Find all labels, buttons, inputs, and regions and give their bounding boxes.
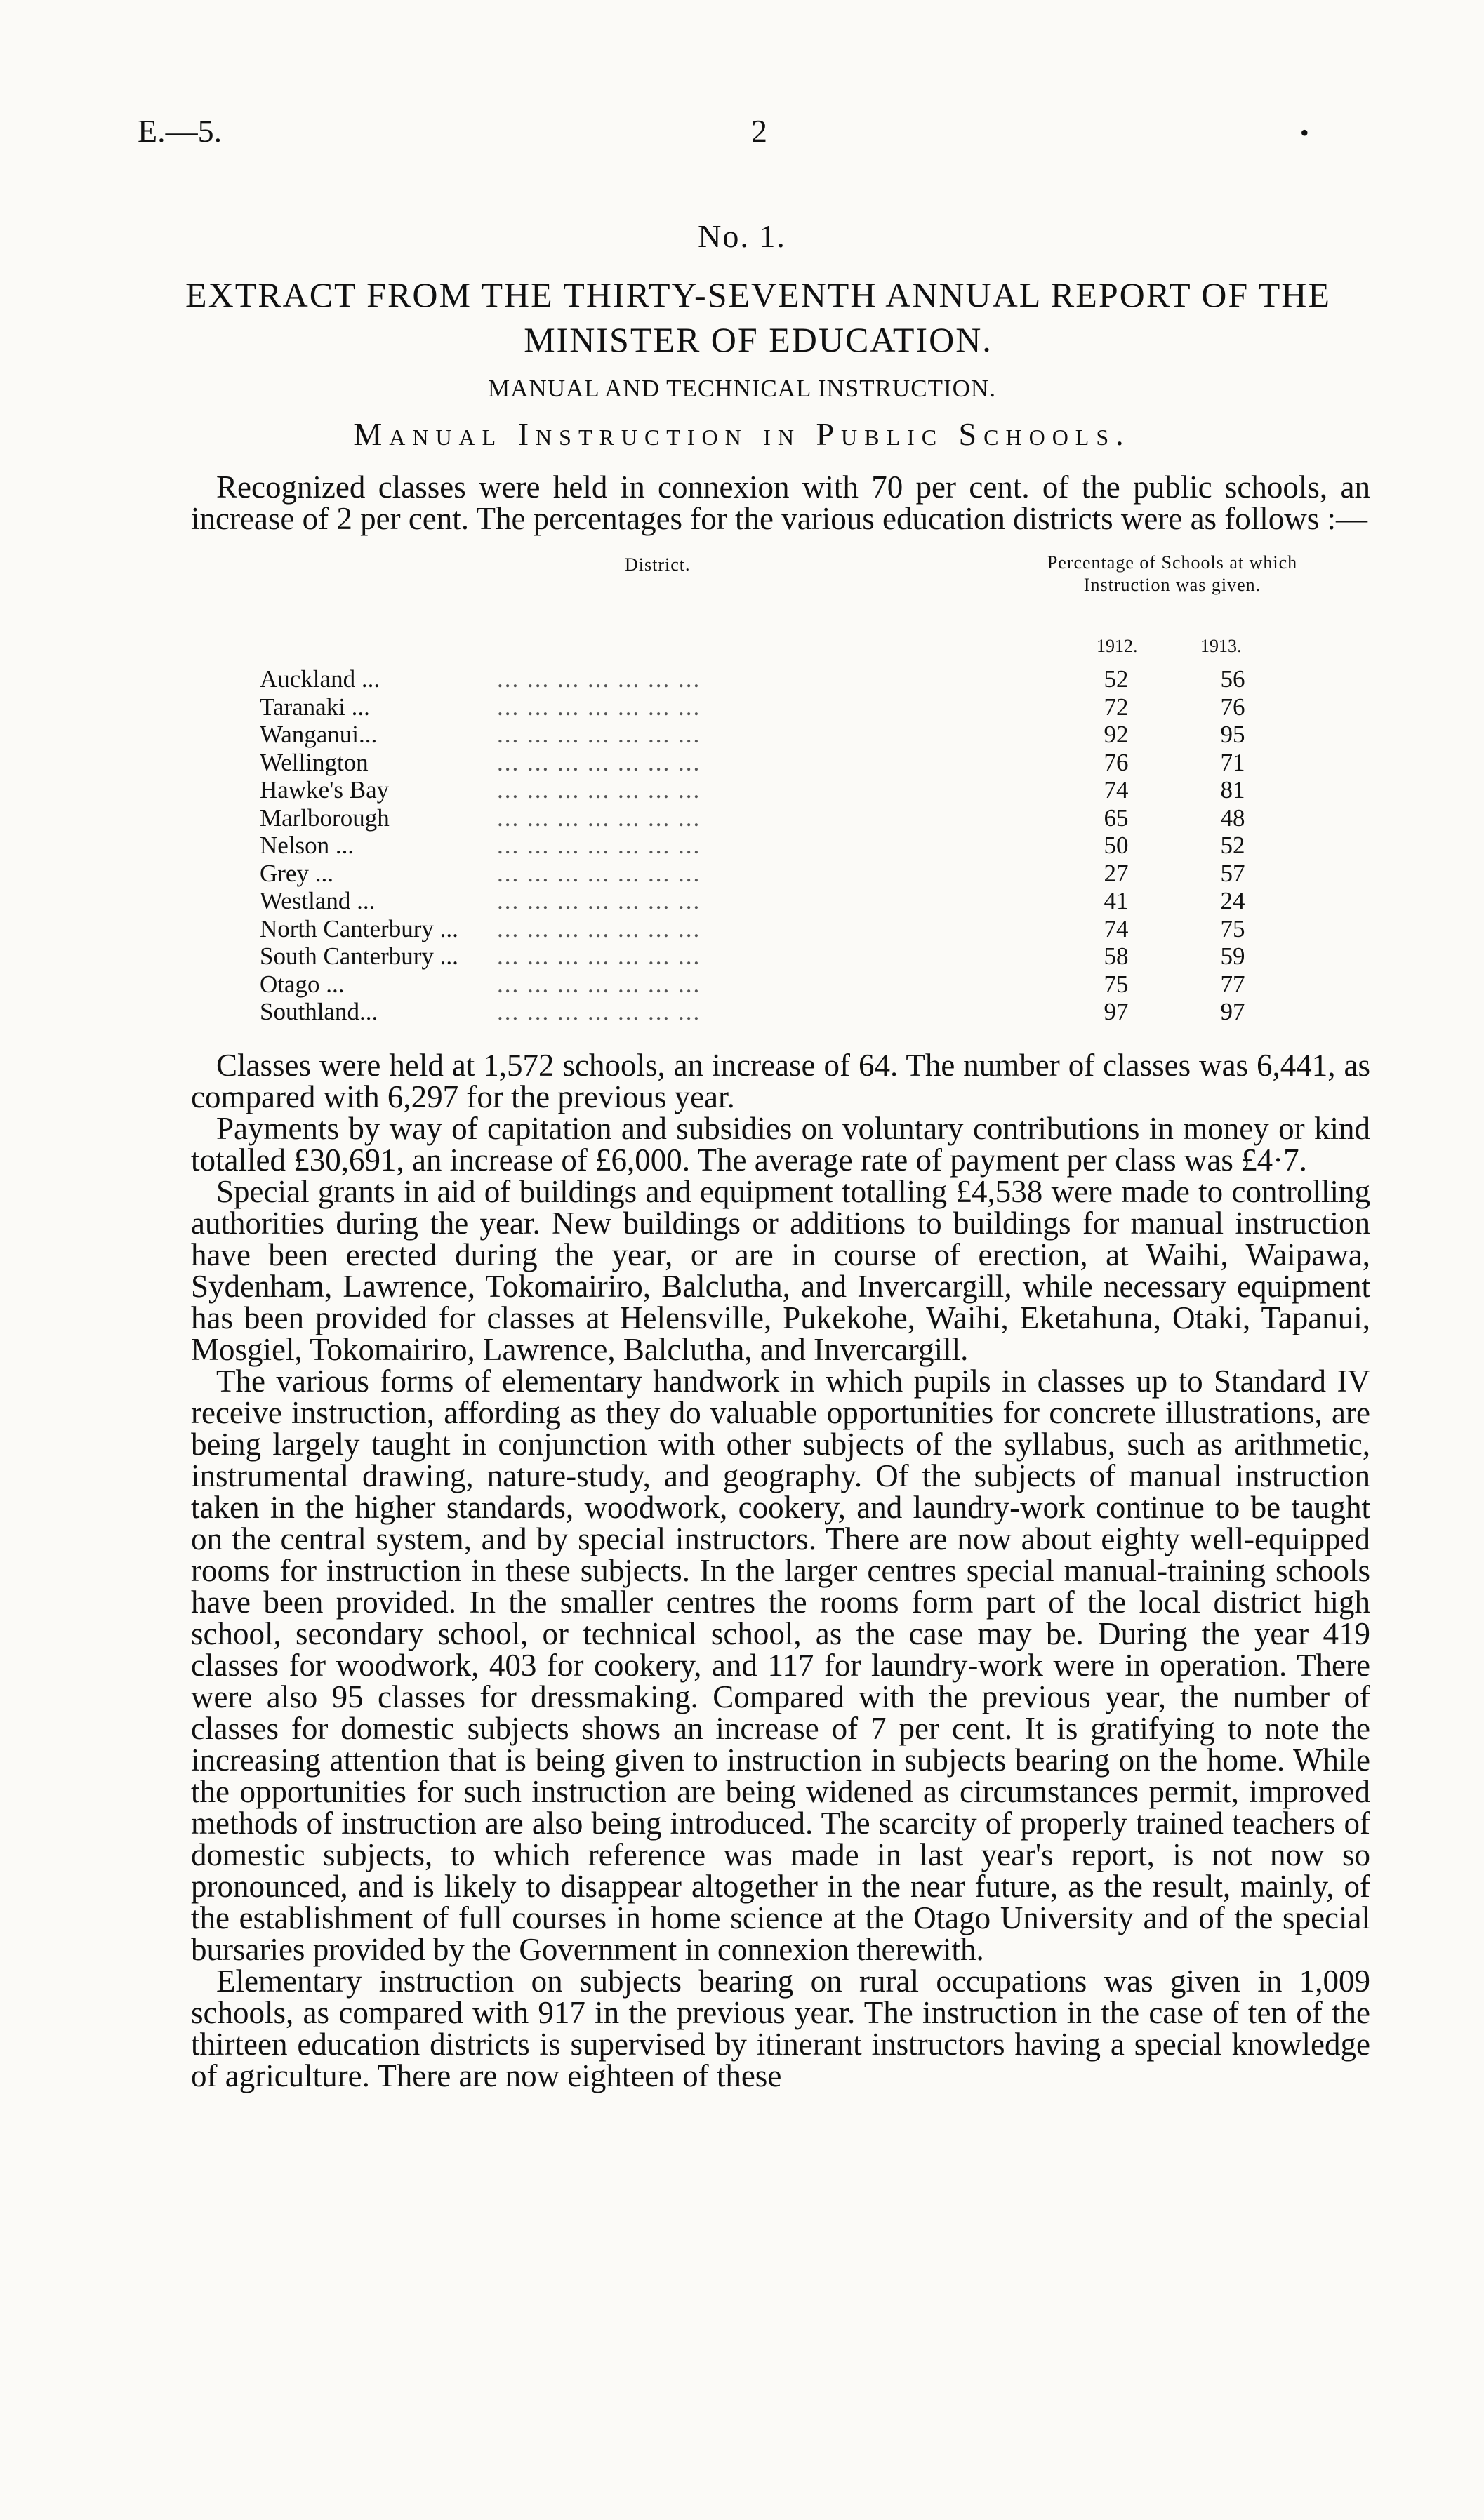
paragraph-classes: Classes were held at 1,572 schools, an increase of 64. The number of classes was 6,441, as compared with 6,297 for the previous year. xyxy=(191,1048,1370,1114)
intro-block xyxy=(191,469,1370,536)
value-1913: 59 xyxy=(1220,942,1245,970)
district-name: Nelson ... xyxy=(260,832,355,859)
leader-dots: ... ... ... ... ... ... ... xyxy=(497,693,701,721)
leader-dots: ... ... ... ... ... ... ... xyxy=(497,942,701,970)
value-1912: 50 xyxy=(1104,832,1129,859)
value-1912: 72 xyxy=(1104,693,1129,721)
value-1913: 56 xyxy=(1220,665,1245,693)
district-name: South Canterbury ... xyxy=(260,942,458,970)
table-row xyxy=(260,776,1369,804)
paragraph-grants: Special grants in aid of buildings and equipment totalling £4,538 were made to controlling authorities during the year. New buildings or additions to buildings for manual instruction have been erected during the year, or are in course of erection, at Waihi, Waipawa, Sydenham, Lawrence, Tokomairiro, Balclutha, and Invercargill, while necessary equipment has been provided for classes at Helensville, Pukekohe, Waihi, Eketahuna, Otaki, Tapanui, Mosgiel, Tokomairiro, Lawrence, Balclutha, and Invercargill. xyxy=(191,1174,1370,1367)
value-1912: 92 xyxy=(1104,721,1129,748)
year-1912-header: 1912. xyxy=(1097,636,1138,656)
district-name: Marlborough xyxy=(260,804,390,832)
report-code: E.—5. xyxy=(138,113,223,149)
value-1912: 41 xyxy=(1104,887,1129,914)
table-row xyxy=(260,665,1369,693)
district-name: Westland ... xyxy=(260,887,376,914)
value-1913: 81 xyxy=(1220,776,1245,804)
paragraph-handwork: The various forms of elementary handwork in which pupils in classes up to Standard IV receive instruction, affording as they do valuable opportunities for concrete illustrations, are being largely taught in conjunction with other subjects of the syllabus, such as arithmetic, instrumental drawing, nature-study, and geography. Of the subjects of manual instruction taken in the higher standards, woodwork, cookery, and laundry-work continue to be taught on the central system, and by special instructors. There are now about eighty well-equipped rooms for instruction in these subjects. In the larger centres special manual-training schools have been provided. In the smaller centres the rooms form part of the local district high school, secondary school, or technical school, as the case may be. During the year 419 classes for woodwork, 403 for cookery, and 117 for laundry-work were in operation. There were also 95 classes for dressmaking. Compared with the previous year, the number of classes for domestic subjects shows an increase of 7 per cent. It is gratifying to note the increasing attention that is being given to instruction in subjects bearing on the home. While the opportunities for such instruction are being widened as circumstances permit, improved methods of instruction are also being introduced. The scarcity of properly trained teachers of domestic subjects, to which reference was made in last year's report, is not now so pronounced, and is likely to disappear altogether in the near future, as the result, mainly, of the establishment of full courses in home science at the Otago University and of the special bursaries provided by the Government in connexion therewith. xyxy=(191,1364,1370,1967)
table-row xyxy=(260,693,1369,721)
leader-dots: ... ... ... ... ... ... ... xyxy=(497,804,701,832)
table-row xyxy=(260,721,1369,749)
district-name: Wanganui... xyxy=(260,721,378,748)
value-1913: 52 xyxy=(1220,832,1245,859)
district-name: Wellington xyxy=(260,748,369,776)
table-row xyxy=(260,749,1369,777)
leader-dots: ... ... ... ... ... ... ... xyxy=(497,914,701,942)
table-row xyxy=(260,804,1369,832)
district-name: Taranaki ... xyxy=(260,693,370,721)
table-row xyxy=(260,887,1369,915)
document-number: No. 1. xyxy=(698,218,786,254)
district-name: Otago ... xyxy=(260,970,345,998)
value-1913: 97 xyxy=(1220,998,1245,1025)
leader-dots: ... ... ... ... ... ... ... xyxy=(497,665,701,693)
value-1913: 76 xyxy=(1220,693,1245,721)
district-column-header: District. xyxy=(625,554,691,575)
leader-dots: ... ... ... ... ... ... ... xyxy=(497,721,701,748)
district-name: Grey ... xyxy=(260,859,333,887)
body-text xyxy=(191,1050,1370,2092)
value-1912: 75 xyxy=(1104,970,1129,998)
table-row xyxy=(260,832,1369,860)
paragraph-payments: Payments by way of capitation and subsidies on voluntary contributions in money or kind totalled £30,691, an increase of £6,000. The average rate of payment per class was £4·7. xyxy=(191,1111,1370,1178)
table-row xyxy=(260,915,1369,943)
table-row xyxy=(260,860,1369,888)
leader-dots: ... ... ... ... ... ... ... xyxy=(497,859,701,887)
percentage-column-header: Percentage of Schools at which Instruction was given. xyxy=(1047,552,1298,595)
paragraph-rural: Elementary instruction on subjects bearing on rural occupations was given in 1,009 schools, as compared with 917 in the previous year. The instruction in the case of ten of the thirteen education districts is supervised by itinerant instructors having a special knowledge of agriculture. There are now eighteen of these xyxy=(191,1964,1370,2093)
document-title: EXTRACT FROM THE THIRTY-SEVENTH ANNUAL REPORT OF THE MINISTER OF EDUCATION. xyxy=(185,275,1331,359)
district-name: North Canterbury ... xyxy=(260,914,458,942)
value-1913: 24 xyxy=(1220,887,1245,914)
value-1912: 52 xyxy=(1104,665,1129,693)
district-name: Southland... xyxy=(260,998,378,1025)
table-row xyxy=(260,998,1369,1026)
leader-dots: ... ... ... ... ... ... ... xyxy=(497,887,701,914)
value-1913: 48 xyxy=(1220,804,1245,832)
value-1912: 58 xyxy=(1104,942,1129,970)
value-1913: 77 xyxy=(1220,970,1245,998)
section-heading: Manual Instruction in Public Schools. xyxy=(353,416,1131,452)
value-1912: 76 xyxy=(1104,748,1129,776)
value-1913: 57 xyxy=(1220,859,1245,887)
leader-dots: ... ... ... ... ... ... ... xyxy=(497,776,701,804)
margin-mark: • xyxy=(1300,119,1309,147)
district-name: Auckland ... xyxy=(260,665,380,693)
year-1913-header: 1913. xyxy=(1200,636,1242,656)
leader-dots: ... ... ... ... ... ... ... xyxy=(497,748,701,776)
value-1913: 71 xyxy=(1220,748,1245,776)
value-1912: 27 xyxy=(1104,859,1129,887)
table-row xyxy=(260,971,1369,999)
district-name: Hawke's Bay xyxy=(260,776,390,804)
value-1913: 75 xyxy=(1220,914,1245,942)
leader-dots: ... ... ... ... ... ... ... xyxy=(497,998,701,1025)
value-1913: 95 xyxy=(1220,721,1245,748)
value-1912: 97 xyxy=(1104,998,1129,1025)
value-1912: 74 xyxy=(1104,914,1129,942)
value-1912: 65 xyxy=(1104,804,1129,832)
leader-dots: ... ... ... ... ... ... ... xyxy=(497,970,701,998)
document-subtitle: MANUAL AND TECHNICAL INSTRUCTION. xyxy=(488,375,996,402)
intro-paragraph: Recognized classes were held in connexion with 70 per cent. of the public schools, an increase of 2 per cent. The percentages for the various education districts were as follows :— xyxy=(191,469,1370,536)
table-row xyxy=(260,942,1369,971)
page-number: 2 xyxy=(751,113,767,149)
leader-dots: ... ... ... ... ... ... ... xyxy=(497,832,701,859)
value-1912: 74 xyxy=(1104,776,1129,804)
